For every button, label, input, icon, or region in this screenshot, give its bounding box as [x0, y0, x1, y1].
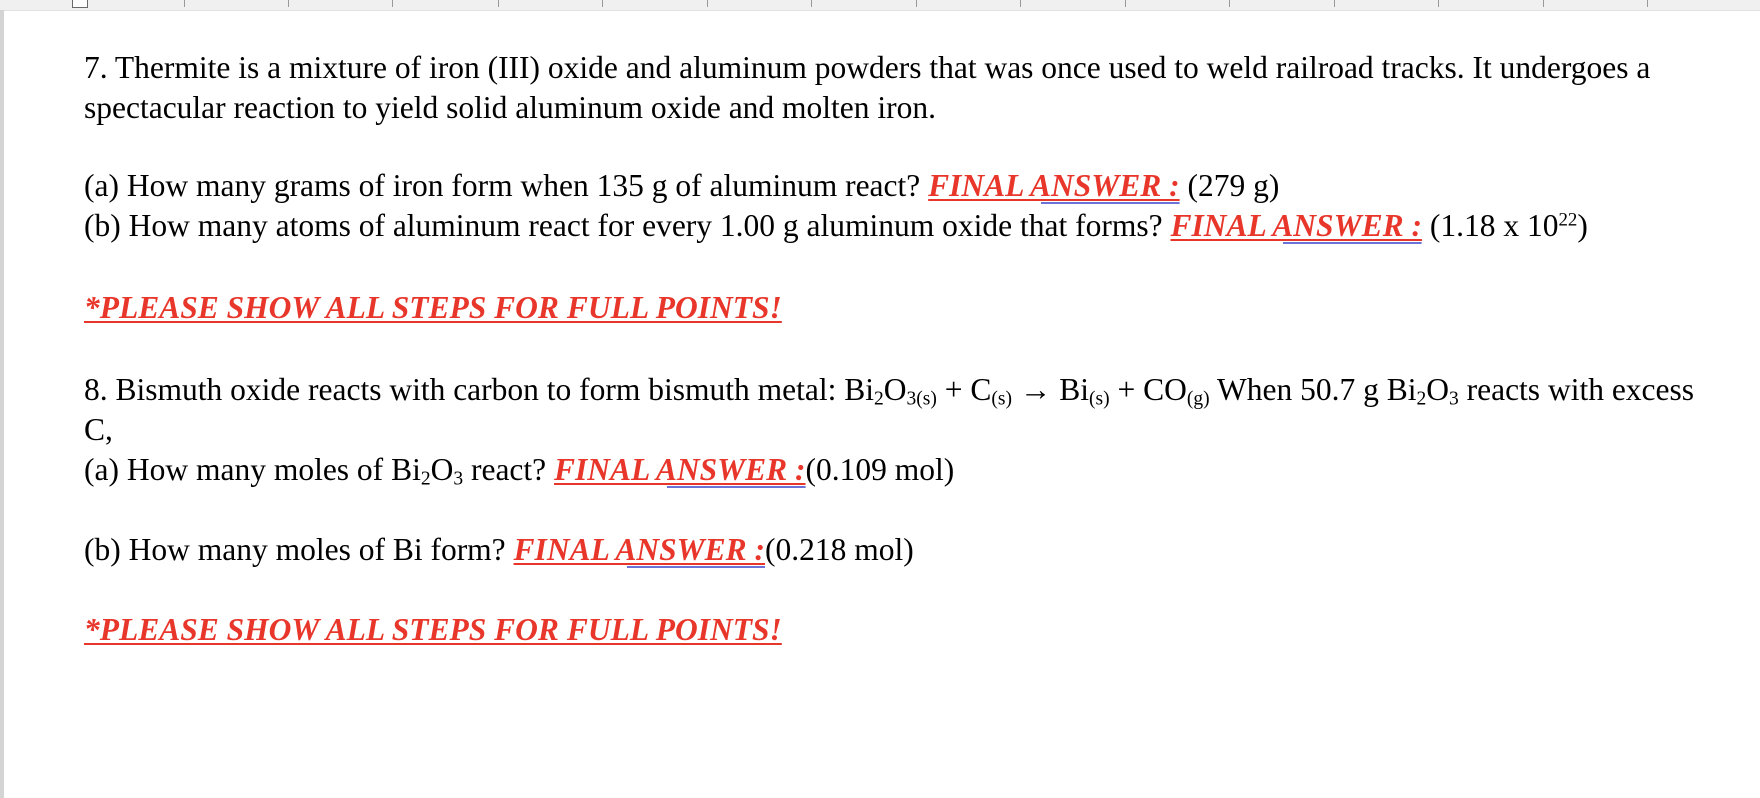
- ruler-tick: [1020, 0, 1021, 7]
- question-7b-text: (b) How many atoms of aluminum react for every 1.00 g aluminum oxide that forms?: [84, 208, 1163, 243]
- question-7-warning: *PLEASE SHOW ALL STEPS FOR FULL POINTS!: [84, 290, 782, 325]
- question-8a[interactable]: [84, 450, 1704, 490]
- ruler-tick: [288, 0, 289, 7]
- final-answer-label: FINAL ANSWER :: [1170, 208, 1422, 243]
- ruler-tick: [392, 0, 393, 7]
- ruler-tick: [498, 0, 499, 7]
- paragraph-spacer: [84, 328, 1704, 370]
- question-8-warning: *PLEASE SHOW ALL STEPS FOR FULL POINTS!: [84, 612, 782, 647]
- question-8a-answer: (0.109 mol): [805, 452, 955, 487]
- ruler-tick: [1543, 0, 1544, 7]
- ruler-tick: [916, 0, 917, 7]
- question-8-intro[interactable]: 8. Bismuth oxide reacts with carbon to form bismuth metal: $Bi_2O_{3(s)} + C_{(s)} \to Bi_{(s)} + CO_{(g)}$ When 50.7 g $Bi_2O_3$ reacts with excess C,: [84, 372, 1695, 447]
- document-ruler[interactable]: [0, 0, 1760, 11]
- ruler-tick: [1229, 0, 1230, 7]
- question-8b-text: (b) How many moles of Bi form?: [84, 532, 506, 567]
- paragraph-spacer: [84, 128, 1704, 166]
- ruler-tick: [1438, 0, 1439, 7]
- question-7b[interactable]: [84, 206, 1704, 246]
- paragraph-spacer: [84, 490, 1704, 530]
- paragraph-spacer: [84, 246, 1704, 288]
- ruler-tick: [1125, 0, 1126, 7]
- page-left-edge: [0, 10, 4, 798]
- question-7a-answer: (279 g): [1187, 168, 1280, 203]
- paragraph-spacer: [84, 570, 1704, 610]
- question-7b-answer: (1.18 x $10^{22}$): [1429, 208, 1588, 243]
- final-answer-label: FINAL ANSWER :: [928, 168, 1180, 203]
- left-margin-marker-icon[interactable]: [72, 0, 88, 8]
- document-page[interactable]: [84, 48, 1704, 650]
- question-8a-text: (a) How many moles of $Bi_2O_3$ react?: [84, 452, 547, 490]
- ruler-tick: [707, 0, 708, 7]
- ruler-tick: [1334, 0, 1335, 7]
- ruler-tick: [1647, 0, 1648, 7]
- final-answer-label: FINAL ANSWER :: [554, 452, 806, 487]
- chemical-equation: $Bi_2O_{3(s)} + C_{(s)} \to Bi_{(s)} + CO_{(g)}$: [844, 372, 1210, 410]
- question-8b-answer: (0.218 mol): [765, 532, 914, 567]
- question-7a-text: (a) How many grams of iron form when 135 g of aluminum react?: [84, 168, 921, 203]
- question-7-intro[interactable]: 7. Thermite is a mixture of iron (III) oxide and aluminum powders that was once used to weld railroad tracks. It undergoes a spectacular reaction to yield solid aluminum oxide and molten iron.: [84, 50, 1651, 125]
- ruler-tick: [811, 0, 812, 7]
- question-8b[interactable]: [84, 530, 1704, 570]
- ruler-tick: [184, 0, 185, 7]
- question-7a[interactable]: [84, 166, 1704, 206]
- final-answer-label: FINAL ANSWER :: [513, 532, 766, 567]
- ruler-tick: [602, 0, 603, 7]
